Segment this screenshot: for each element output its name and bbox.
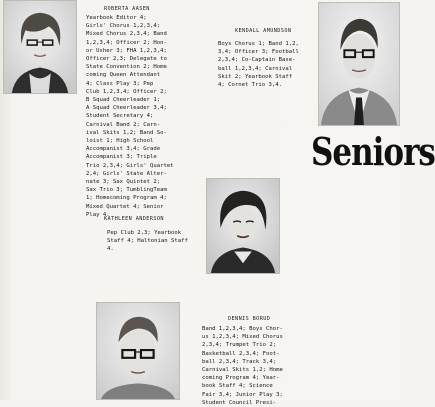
section-title: Seniors	[311, 130, 435, 175]
portrait-roberta-aasen	[3, 0, 77, 94]
student-name-kathleen-anderson: KATHLEEN ANDERSON	[104, 216, 164, 222]
student-bio-dennis-borud: Band 1,2,3,4; Boys Chor- us 1,2,3,4; Mixed Chorus 2,3,4; Trumpet Trio 2; Basketball 2,3,4; Foot- ball 2,3,4; Track 3,4; Carnival Skits 1,2; Home coming Program 4; Year- book Staff 4; Science Fair 3,4; Junior Play 3; Student Council Presi-	[202, 326, 283, 406]
portrait-kathleen-anderson	[206, 178, 280, 274]
portrait-dennis-borud	[96, 302, 180, 400]
student-bio-kathleen-anderson: Pep Club 2,3; Yearbook Staff 4; Haltonian Staff 4.	[107, 230, 188, 253]
student-bio-roberta-aasen: Yearbook Editor 4; Girls' Chorus 1,2,3,4; Mixed Chorus 2,3,4; Band 1,2,3,4; Officer 2; Hon- or Usher 3; FHA 1,2,3,4; Officer 2,3; Delegate to State Convention 2; Home coming Queen Attendant 4; Class Play 3; Pep Club 1,2,3,4; Officer 2; B Squad Cheerleader 1; A Squad Cheerleader 3,4; Student Secretary 4; Carnival Band 2; Carn- ival Skits 1,2; Band So- loist 1; High School Accompanist 3,4; Grade Accompanist 3; Triple Trio 2,3,4; Girls' Quartet 2,4; Girls' State Alter- nate 3; Sax Quintet 2; Sax Trio 3; TumblingTeam 1; Homecoming Program 4; Mixed Quartet 4; Senior Play 4.	[86, 15, 174, 218]
student-name-dennis-borud: DENNIS BORUD	[228, 316, 271, 322]
student-bio-kendall-amundson: Boys Chorus 1; Band 1,2, 3,4; Officer 3; Football 2,3,4; Co-Captain Base- ball 1,2,3,4; Carnival Skit 2; Yearbook Staff 4; Cornet Trio 3,4.	[218, 41, 299, 89]
student-name-roberta-aasen: ROBERTA AASEN	[104, 6, 150, 12]
student-name-kendall-amundson: KENDALL AMUNDSON	[235, 28, 292, 34]
portrait-kendall-amundson	[318, 2, 400, 126]
